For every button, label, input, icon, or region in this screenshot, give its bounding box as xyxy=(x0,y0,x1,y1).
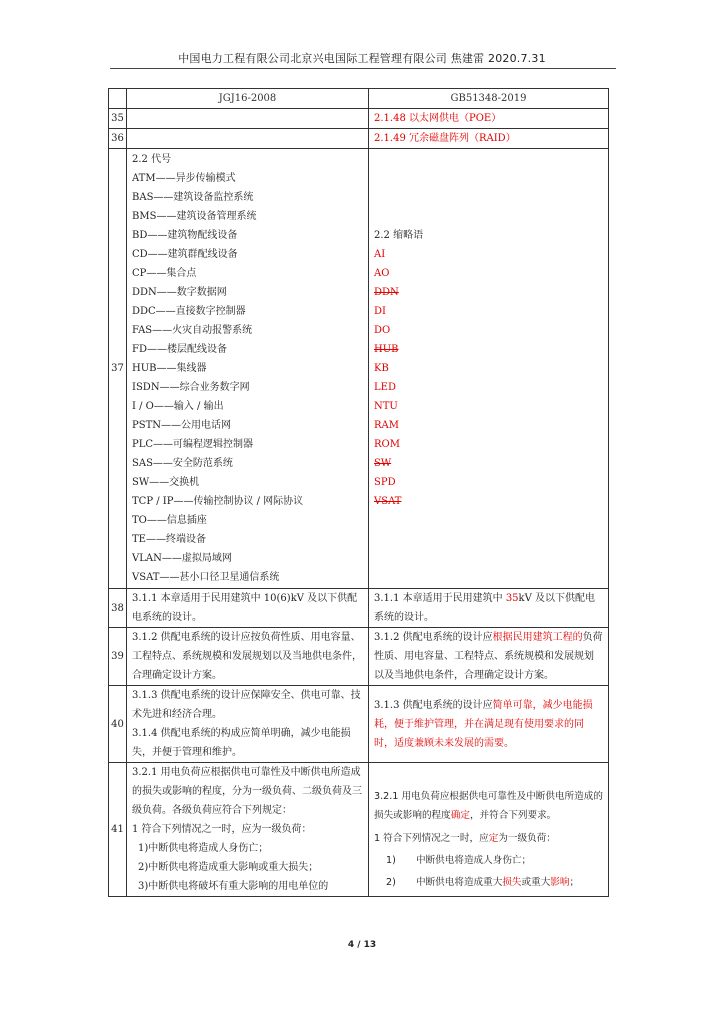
abbr-line: BAS——建筑设备监控系统 xyxy=(132,192,254,203)
clause-text: 中断供电将造成人身伤亡； xyxy=(416,855,532,866)
list-item: 2)中断供电将造成重大影响或重大损失； xyxy=(138,862,319,873)
abbr-line: I / O——输入 / 输出 xyxy=(132,401,224,412)
header-divider xyxy=(110,68,616,69)
changed-text: 根据民用建筑工程的 xyxy=(492,632,583,643)
abbr-line: ISDN——综合业务数字网 xyxy=(132,382,250,393)
right-cell xyxy=(369,149,609,589)
clause-text: 或重大 xyxy=(521,877,551,888)
abbr-line: PLC——可编程逻辑控制器 xyxy=(132,439,254,450)
clause-paragraph: 3.1.3 供配电系统的设计应保障安全、供电可靠、技术先进和经济合理。 xyxy=(132,690,361,720)
abbr-item-deleted: VSAT xyxy=(374,496,402,507)
clause-text: 3.1.1 本章适用于民用建筑中 xyxy=(374,593,506,604)
row-number: 40 xyxy=(109,686,127,763)
abbr-line: TO——信息插座 xyxy=(132,515,207,526)
right-cell xyxy=(369,589,609,628)
right-cell: 2.1.48 以太网供电（POE） xyxy=(369,109,609,129)
table-row xyxy=(109,628,609,686)
abbr-line: BMS——建筑设备管理系统 xyxy=(132,211,257,222)
clause-paragraph: 3.1.4 供配电系统的构成应简单明确，减少电能损失，并便于管理和维护。 xyxy=(132,728,351,758)
row-number: 38 xyxy=(109,589,127,628)
left-cell: 3.1.1 本章适用于民用建筑中 10(6)kV 及以下供配电系统的设计。 xyxy=(127,589,369,628)
clause-paragraph xyxy=(374,829,603,848)
abbr-line: PSTN——公用电话网 xyxy=(132,420,231,431)
table-row xyxy=(109,149,609,589)
abbr-item: AO xyxy=(374,268,390,279)
changed-text: 简单可靠，减少电能损耗，便于维护管理，并在满足现有使用要求的同时，适度兼顾未来发展的需要。 xyxy=(374,699,593,749)
abbr-item-deleted: SW xyxy=(374,458,392,469)
clause-paragraph xyxy=(374,787,603,825)
abbr-line: VSAT——甚小口径卫星通信系统 xyxy=(132,572,280,583)
table-row xyxy=(109,109,609,129)
clause-text: 3.1.3 供配电系统的设计应 xyxy=(374,699,493,711)
abbr-line: TE——终端设备 xyxy=(132,534,206,545)
abbr-line: HUB——集线器 xyxy=(132,363,207,374)
left-cell xyxy=(127,129,369,149)
right-standard-header: GB51348-2019 xyxy=(369,89,609,109)
changed-text: 影响 xyxy=(550,877,570,888)
left-cell: 3.1.2 供配电系统的设计应按负荷性质、用电容量、工程特点、系统规模和发展规划以及当地供电条件，合理确定设计方案。 xyxy=(127,628,369,686)
abbr-line: DDN——数字数据网 xyxy=(132,287,227,298)
abbr-line: SW——交换机 xyxy=(132,477,200,488)
clause-text: 为一级负荷： xyxy=(498,833,556,844)
changed-text: 35 xyxy=(505,593,519,604)
comparison-table xyxy=(108,88,609,897)
abbr-item: ROM xyxy=(374,439,400,450)
abbr-item-deleted: HUB xyxy=(374,344,399,355)
list-item: 3)中断供电将破坏有重大影响的用电单位的 xyxy=(138,881,329,892)
table-row xyxy=(109,129,609,149)
clause-text: kV 及以下供配电系统的设计。 xyxy=(374,593,596,623)
abbr-item: RAM xyxy=(374,420,399,431)
abbr-line: VLAN——虚拟局域网 xyxy=(132,553,232,564)
abbr-line: TCP / IP——传输控制协议 / 网际协议 xyxy=(132,496,304,507)
left-cell xyxy=(127,109,369,129)
left-cell xyxy=(127,686,369,763)
left-cell xyxy=(127,149,369,589)
page-number: 4 / 13 xyxy=(347,940,377,950)
right-cell xyxy=(369,686,609,763)
changed-text: 损失 xyxy=(502,877,522,888)
list-item: 1)中断供电将造成人身伤亡； xyxy=(138,843,269,854)
abbr-line: 2.2 代号 xyxy=(132,154,172,165)
abbr-heading: 2.2 缩略语 xyxy=(374,230,424,241)
num-header xyxy=(109,89,127,109)
row-number: 36 xyxy=(109,129,127,149)
clause-text: 负荷性质、用电容量、工程特点、系统规模和发展规划以及当地供电条件，合理确定设计方案。 xyxy=(374,632,603,681)
right-cell: 2.1.49 冗余磁盘阵列（RAID） xyxy=(369,129,609,149)
list-item xyxy=(374,873,603,892)
row-number: 41 xyxy=(109,763,127,897)
clause-text: 3.1.2 供配电系统的设计应 xyxy=(374,632,493,643)
row-number: 37 xyxy=(109,149,127,589)
abbr-item: AI xyxy=(374,249,386,260)
clause-text: ，并符合下列要求。 xyxy=(469,810,557,821)
right-cell xyxy=(369,763,609,897)
clause-text: ； xyxy=(569,877,580,888)
abbr-line: ATM——异步传输模式 xyxy=(132,173,236,184)
abbr-item: LED xyxy=(374,382,396,393)
row-number: 39 xyxy=(109,628,127,686)
clause-paragraph: 3.2.1 用电负荷应根据供电可靠性及中断供电所造成的损失或影响的程度，分为一级负荷、二级负荷及三级负荷。各级负荷应符合下列规定： xyxy=(132,767,362,816)
abbr-line: DDC——直接数字控制器 xyxy=(132,306,246,317)
list-marker: 2) xyxy=(386,877,396,888)
list-marker: 1) xyxy=(386,855,396,866)
right-cell xyxy=(369,628,609,686)
row-number: 35 xyxy=(109,109,127,129)
abbr-item: DO xyxy=(374,325,391,336)
table-row xyxy=(109,686,609,763)
changed-text: 定 xyxy=(488,833,499,844)
abbr-line: CD——建筑群配线设备 xyxy=(132,249,238,260)
clause-paragraph: 1 符合下列情况之一时，应为一级负荷： xyxy=(132,824,312,835)
abbr-line: CP——集合点 xyxy=(132,268,197,279)
clause-text: 3.2.1 用电负荷应根据供电可靠性及中断供电所造成的损失或影响的程度 xyxy=(374,791,603,821)
abbr-line: FAS——火灾自动报警系统 xyxy=(132,325,253,336)
abbr-item: SPD xyxy=(374,477,396,488)
abbr-line: SAS——安全防范系统 xyxy=(132,458,233,469)
clause-text: 中断供电将造成重大 xyxy=(416,877,503,888)
abbr-line: BD——建筑物配线设备 xyxy=(132,230,238,241)
abbr-line: FD——楼层配线设备 xyxy=(132,344,227,355)
abbr-item-deleted: DDN xyxy=(374,287,399,298)
abbr-item: KB xyxy=(374,363,389,374)
abbr-item: DI xyxy=(374,306,386,317)
table-header-row xyxy=(109,89,609,109)
abbr-item: NTU xyxy=(374,401,398,412)
left-standard-header: JGJ16-2008 xyxy=(127,89,369,109)
table-row xyxy=(109,763,609,897)
changed-text: 确定 xyxy=(450,810,470,821)
list-item xyxy=(374,851,603,870)
clause-text: 1 符合下列情况之一时，应 xyxy=(374,833,489,844)
left-cell xyxy=(127,763,369,897)
table-row xyxy=(109,589,609,628)
page-header: 中国电力工程有限公司北京兴电国际工程管理有限公司 焦建雷 2020.7.31 xyxy=(178,52,546,65)
